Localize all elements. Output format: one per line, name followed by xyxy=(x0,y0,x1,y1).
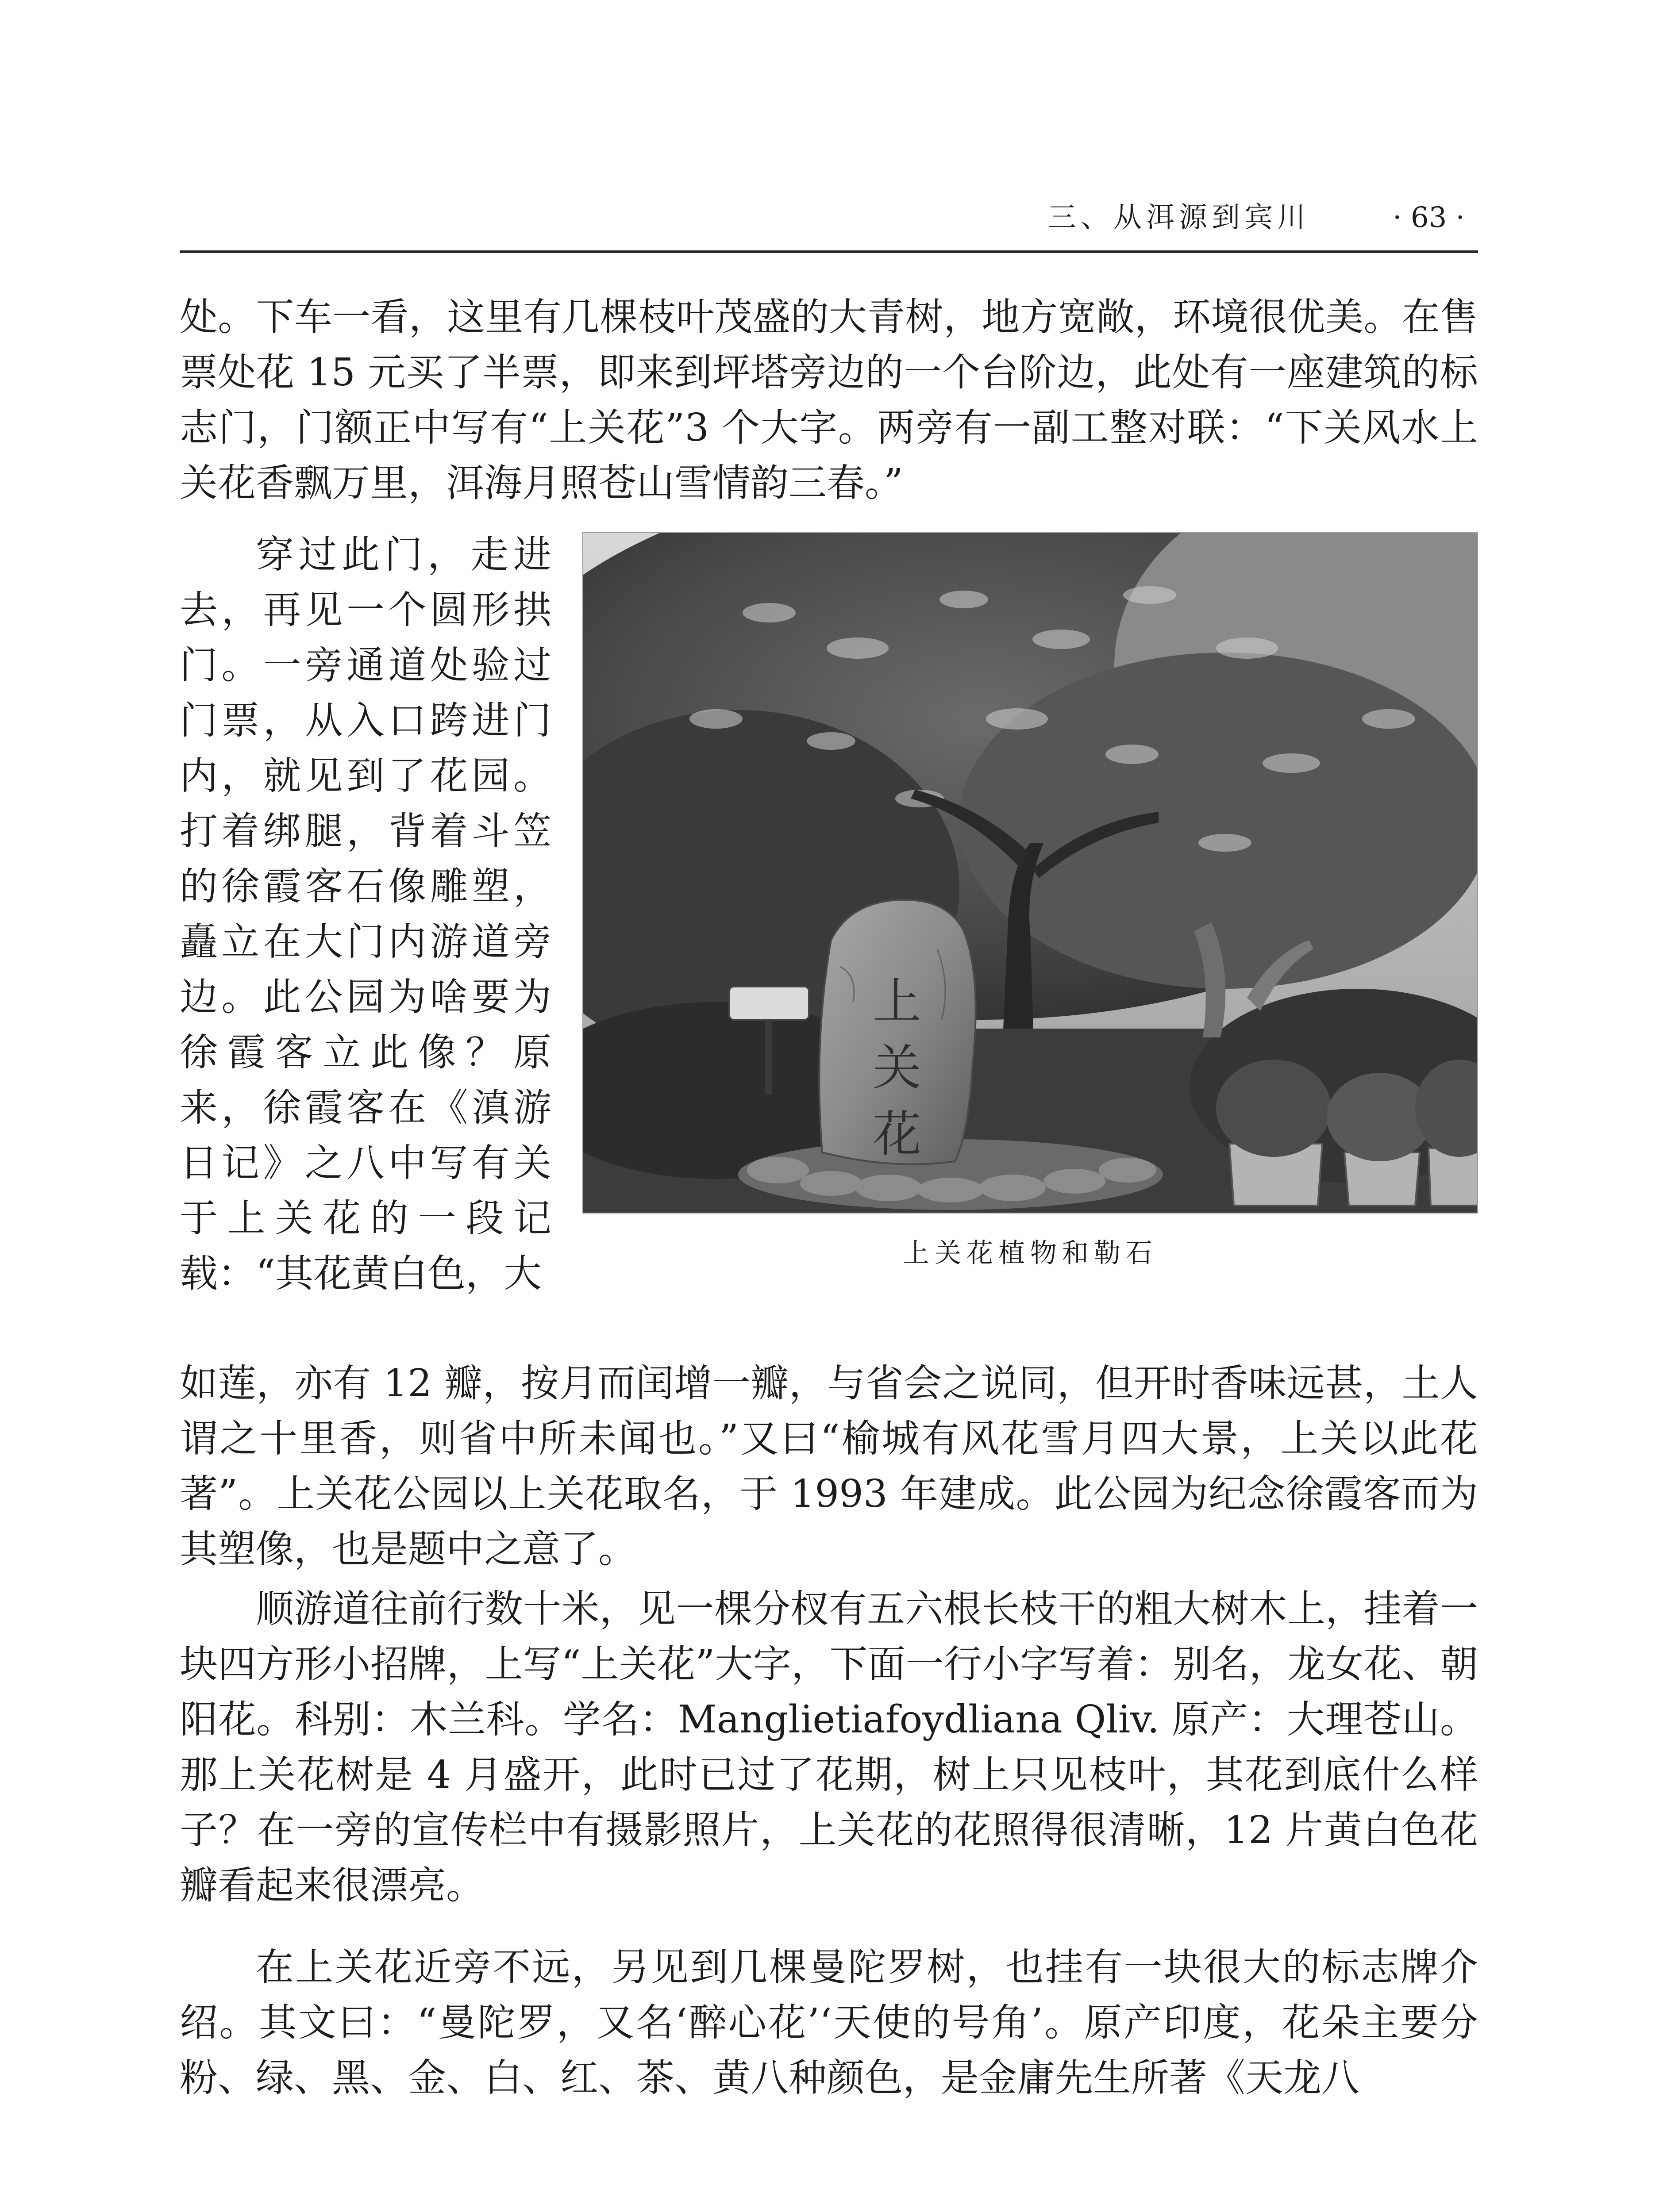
garden-photo xyxy=(582,532,1478,1214)
photo-caption: 上关花植物和勒石 xyxy=(903,1238,1158,1269)
paragraph-3: 如莲，亦有 12 瓣，按月而闰增一瓣，与省会之说同，但开时香味远甚，土人谓之十里香，则省中所未闻也。”又曰“榆城有风花雪月四大景，上关以此花著”。上关花公园以上关花取名，于 1993 年建成。此公园为纪念徐霞客而为其塑像，也是题中之意了。 xyxy=(180,1361,1478,1571)
paragraph-5: 在上关花近旁不远，另见到几棵曼陀罗树，也挂有一块很大的标志牌介绍。其文曰：“曼陀罗，又名‘醉心花’‘天使的号角’。原产印度，花朵主要分粉、绿、黑、金、白、红、茶、黄八种颜色，是金庸先生所著《天龙八 xyxy=(180,1945,1478,2100)
paragraph-4: 顺游道往前行数十米，见一棵分杈有五六根长枝干的粗大树木上，挂着一块四方形小招牌，上写“上关花”大字，下面一行小字写着：别名，龙女花、朝阳花。科别：木兰科。学名：Manglietiafoydliana Qliv. 原产：大理苍山。那上关花树是 4 月盛开，此时已过了花期，树上只见枝叶，其花到底什么样子？在一旁的宣传栏中有摄影照片，上关花的花照得很清晰，12 片黄白色花瓣看起来很漂亮。 xyxy=(180,1587,1478,1908)
stone-inscription: 上关花 xyxy=(865,975,921,1175)
page-number: · 63 · xyxy=(1393,201,1465,234)
chapter-title: 三、从洱源到宾川 xyxy=(1048,201,1310,234)
paragraph-2: 穿过此门，走进去，再见一个圆形拱门。一旁通道处验过门票，从入口跨进门内，就见到了花园。打着绑腿，背着斗笠的徐霞客石像雕塑，矗立在大门内游道旁边。此公园为啥要为徐霞客立此像？原来，徐霞客在《滇游日记》之八中写有关于上关花的一段记载：“其花黄白色，大 xyxy=(180,533,551,1296)
header-rule xyxy=(180,250,1478,253)
running-header xyxy=(180,197,1478,239)
paragraph-1: 处。下车一看，这里有几棵枝叶茂盛的大青树，地方宽敞，环境很优美。在售票处花 15 元买了半票，即来到坪塔旁边的一个台阶边，此处有一座建筑的标志门，门额正中写有“上关花”3 个大字。两旁有一副工整对联：“下关风水上关花香飘万里，洱海月照苍山雪情韵三春。” xyxy=(180,295,1478,505)
